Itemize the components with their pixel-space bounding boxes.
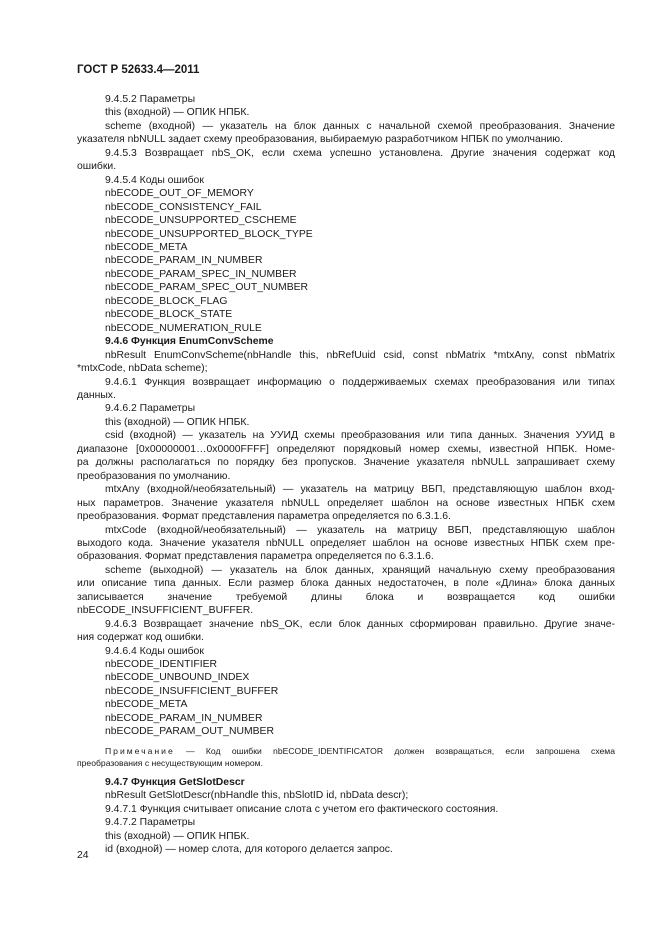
text-line: 9.4.6.3 Возвращает значение nbS_OK, если блок данных сформирован правильно. Другие значе- xyxy=(105,618,615,630)
error-code: nbECODE_META xyxy=(105,699,188,711)
text-line: 9.4.7.1 Функция считывает описание слота с учетом его фактического состояния. xyxy=(105,803,499,815)
error-code: nbECODE_NUMERATION_RULE xyxy=(105,322,262,334)
text-line: this (входной) — ОПИК НПБК. xyxy=(105,416,250,428)
text-line: scheme (входной) — указатель на блок данных с начальной схемой преобразования. Значение xyxy=(105,120,615,132)
note-text: — Код ошибки nbECODE_IDENTIFICATOR должен возвращаться, если запрошена схема xyxy=(174,745,615,756)
document-header: ГОСТ Р 52633.4—2011 xyxy=(77,64,200,76)
text-line: образования. Формат представления параметра определяется по 6.3.1.6. xyxy=(77,551,434,563)
page-number: 24 xyxy=(77,850,89,861)
note-label: Примечание xyxy=(105,745,175,756)
error-code: nbECODE_OUT_OF_MEMORY xyxy=(105,188,254,200)
error-code: nbECODE_PARAM_SPEC_OUT_NUMBER xyxy=(105,282,309,294)
text-line: 9.4.6.2 Параметры xyxy=(105,403,196,415)
text-line: 9.4.7.2 Параметры xyxy=(105,817,196,829)
text-line: ошибки. xyxy=(77,161,117,173)
note-line xyxy=(77,745,615,757)
text-line: this (входной) — ОПИК НПБК. xyxy=(105,830,250,842)
text-line: 9.4.5.3 Возвращает nbS_OK, если схема успешно установлена. Другие значения содержат код xyxy=(105,147,615,159)
error-code: nbECODE_UNBOUND_INDEX xyxy=(105,672,250,684)
text-line: указателя nbNULL задает схему преобразования, выбираемую разработчиком НПБК по умолчанию. xyxy=(77,134,563,146)
text-line: ния содержат код ошибки. xyxy=(77,632,204,644)
text-line: 9.4.5.4 Коды ошибок xyxy=(105,174,204,186)
text-line: 9.4.6.4 Коды ошибок xyxy=(105,645,204,657)
error-code: nbECODE_META xyxy=(105,241,188,253)
error-code: nbECODE_CONSISTENCY_FAIL xyxy=(105,201,262,213)
error-code: nbECODE_IDENTIFIER xyxy=(105,659,218,671)
text-line: nbECODE_INSUFFICIENT_BUFFER. xyxy=(77,605,254,617)
section-heading: 9.4.6 Функция EnumConvScheme xyxy=(105,336,274,348)
text-line: записывается значение требуемой длины блока и возвращается код ошибки xyxy=(77,591,615,603)
error-code: nbECODE_BLOCK_FLAG xyxy=(105,295,228,307)
error-code: nbECODE_UNSUPPORTED_CSCHEME xyxy=(105,215,297,227)
text-line: ных параметров. Значение указателя nbNULL определяет шаблон на основе известных НПБК схем xyxy=(77,497,615,509)
text-line: nbResult EnumConvScheme(nbHandle this, nbRefUuid csid, const nbMatrix *mtxAny, const nbMatrix xyxy=(105,349,615,361)
error-code: nbECODE_UNSUPPORTED_BLOCK_TYPE xyxy=(105,228,313,240)
text-line: выходого кода. Значение указателя nbNULL определяет шаблон на основе известных НПБК схем пре- xyxy=(77,537,615,549)
text-line: scheme (выходной) — указатель на блок данных, хранящий начальную схему преобразования xyxy=(105,564,615,576)
document-body xyxy=(77,93,615,856)
text-line: диапазоне [0x00000001…0x0000FFFF] определяют порядковый номер схемы, известной НПБК. Номе- xyxy=(77,443,615,455)
error-code: nbECODE_INSUFFICIENT_BUFFER xyxy=(105,685,279,697)
text-line: 9.4.6.1 Функция возвращает информацию о поддерживаемых схемах преобразования или типах xyxy=(105,376,615,388)
error-code: nbECODE_PARAM_SPEC_IN_NUMBER xyxy=(105,268,297,280)
error-code: nbECODE_BLOCK_STATE xyxy=(105,309,233,321)
text-line: mtxCode (входной/необязательный) — указатель на матрицу ВБП, представляющую шаблон xyxy=(105,524,615,536)
text-line: 9.4.5.2 Параметры xyxy=(105,94,196,105)
text-line: ра должны располагаться по порядку без пропусков. Значение указателя nbNULL запрашивает схему xyxy=(77,457,615,469)
text-line: *mtxCode, nbData scheme); xyxy=(77,363,208,375)
text-line: csid (входной) — указатель на УУИД схемы преобразования или типа данных. Значения УУИД в xyxy=(105,430,615,442)
error-code: nbECODE_PARAM_IN_NUMBER xyxy=(105,712,263,724)
error-code: nbECODE_PARAM_IN_NUMBER xyxy=(105,255,263,267)
text-line: данных. xyxy=(77,389,116,401)
note-line: преобразования с несуществующим номером. xyxy=(77,757,263,768)
text-line: или описание типа данных. Если размер блока данных недостаточен, в поле «Длина» блока данных xyxy=(77,578,615,590)
text-line: mtxAny (входной/необязательный) — указатель на матрицу ВБП, представляющую шаблон вход- xyxy=(105,484,615,496)
text-line: nbResult GetSlotDescr(nbHandle this, nbSlotID id, nbData descr); xyxy=(105,790,409,802)
text-line: id (входной) — номер слота, для которого делается запрос. xyxy=(105,844,393,856)
section-heading: 9.4.7 Функция GetSlotDescr xyxy=(105,776,245,788)
text-line: this (входной) — ОПИК НПБК. xyxy=(105,107,250,119)
text-line: преобразования по умолчанию. xyxy=(77,470,231,482)
note-block xyxy=(77,745,615,769)
text-line: преобразования. Формат представления параметра определяется по 6.3.1.6. xyxy=(77,511,451,523)
error-code: nbECODE_PARAM_OUT_NUMBER xyxy=(105,726,274,738)
